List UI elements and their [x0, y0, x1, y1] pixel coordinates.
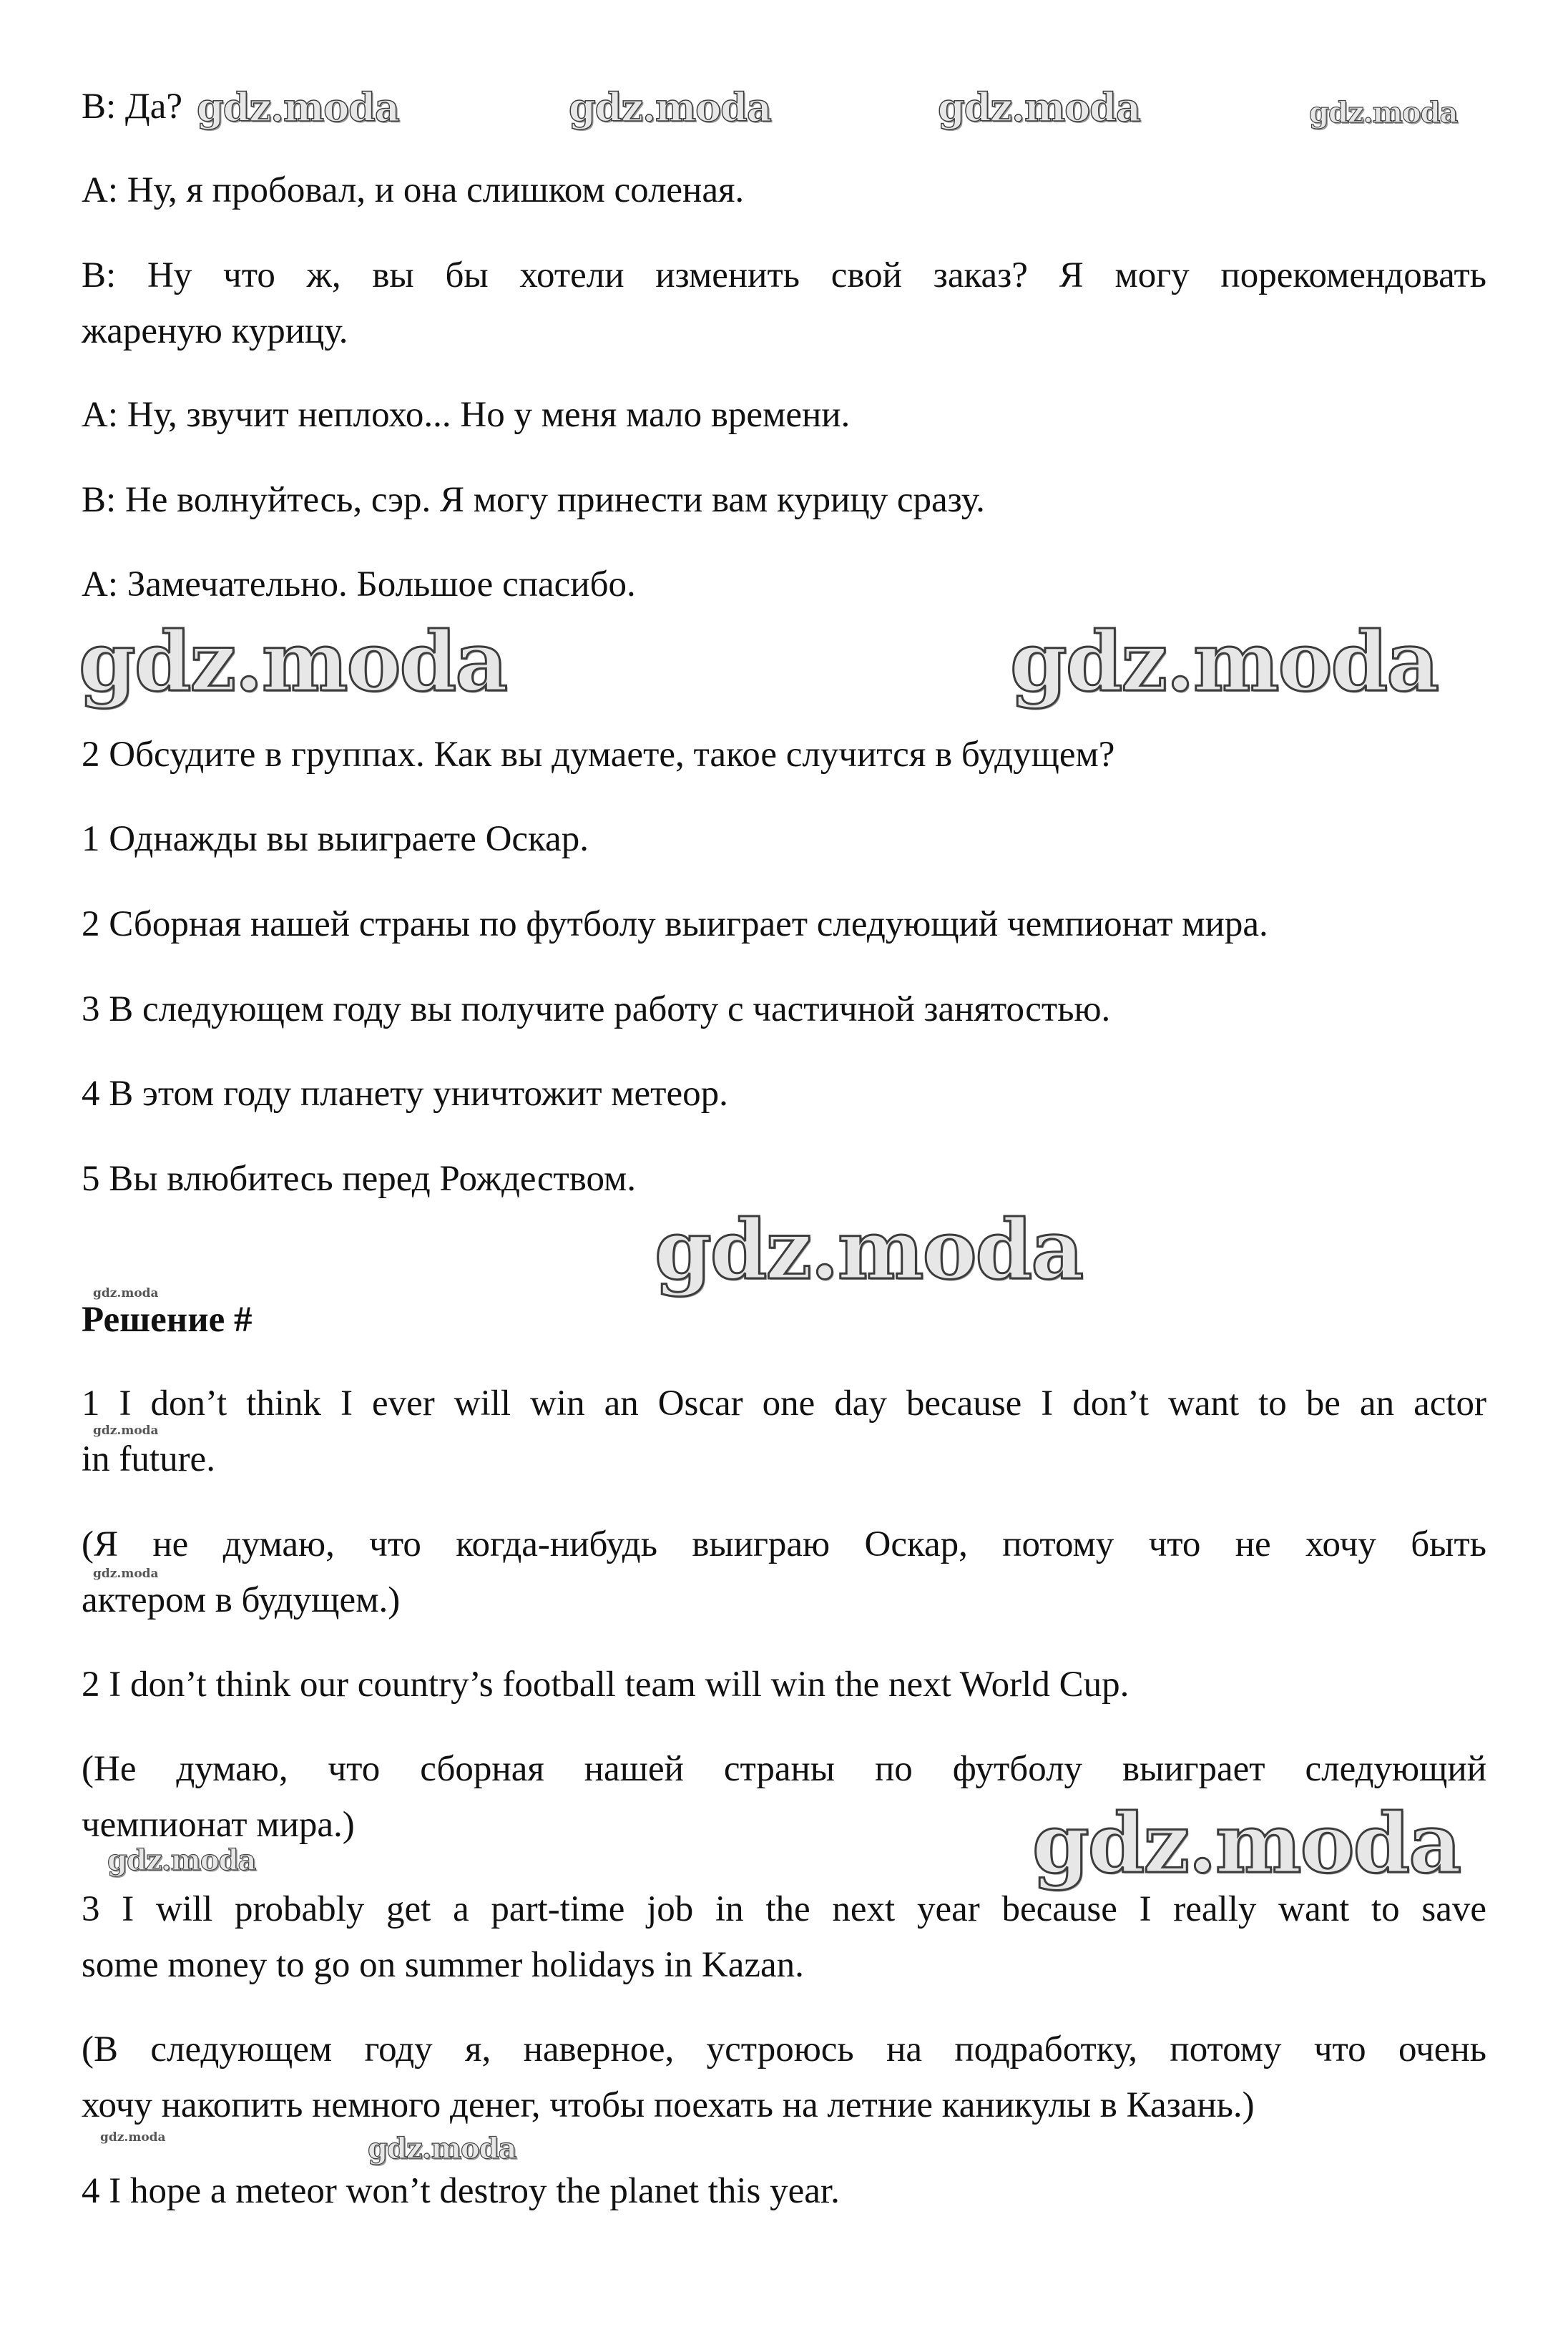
watermark: gdz.moda — [655, 1202, 1083, 1298]
answer-1-translation-line-2: актером в будущем.) — [82, 1580, 401, 1620]
solution-heading: Решение # — [82, 1300, 253, 1340]
answer-1-line-2: in future. — [82, 1439, 215, 1479]
task-item-4: 4 В этом году планету уничтожит метеор. — [82, 1074, 728, 1114]
watermark: gdz.moda — [100, 2130, 166, 2145]
task-item-2: 2 Сборная нашей страны по футболу выиграет следующий чемпионат мира. — [82, 904, 1268, 944]
watermark: gdz.moda — [368, 2132, 516, 2165]
answer-1-translation-line-1: (Я не думаю, что когда-нибудь выиграю Оскар, потому что не хочу быть — [82, 1524, 1486, 1564]
watermark: gdz.moda — [93, 1286, 159, 1300]
answer-4-line-1: 4 I hope a meteor won’t destroy the planet this year. — [82, 2171, 840, 2211]
answer-3-translation-line-1: (В следующем году я, наверное, устроюсь на подработку, потому что очень — [82, 2029, 1486, 2069]
answer-2-translation-line-2: чемпионат мира.) — [82, 1805, 355, 1845]
dialogue-line-a-time: A: Ну, звучит неплохо... Но у меня мало времени. — [82, 395, 851, 435]
answer-1-line-1: 1 I don’t think I ever will win an Oscar one day because I don’t want to be an actor — [82, 1383, 1486, 1424]
dialogue-line-b-yes: B: Да? — [82, 87, 182, 127]
watermark: gdz.moda — [93, 1567, 159, 1581]
task-heading: 2 Обсудите в группах. Как вы думаете, такое случится в будущем? — [82, 735, 1115, 775]
answer-3-translation-line-2: хочу накопить немного денег, чтобы поехать на летние каникулы в Казань.) — [82, 2085, 1255, 2125]
task-item-5: 5 Вы влюбитесь перед Рождеством. — [82, 1159, 637, 1199]
watermark: gdz.moda — [569, 84, 771, 130]
watermark: gdz.moda — [197, 84, 399, 130]
dialogue-line-a-thanks: A: Замечательно. Большое спасибо. — [82, 564, 636, 604]
watermark: gdz.moda — [93, 1424, 159, 1438]
watermark: gdz.moda — [1309, 96, 1458, 129]
watermark: gdz.moda — [1010, 614, 1439, 710]
task-item-3: 3 В следующем году вы получите работу с частичной занятостью. — [82, 989, 1111, 1029]
watermark: gdz.moda — [107, 1843, 256, 1877]
task-item-1: 1 Однажды вы выиграете Оскар. — [82, 819, 589, 859]
dialogue-line-b-change-order: B: Ну что ж, вы бы хотели изменить свой заказ? Я могу порекомендовать — [82, 255, 1486, 295]
dialogue-line-b-chicken: жареную курицу. — [82, 311, 348, 351]
dialogue-line-a-salty: A: Ну, я пробовал, и она слишком соленая. — [82, 170, 745, 210]
watermark: gdz.moda — [79, 614, 507, 710]
dialogue-line-b-bring: B: Не волнуйтесь, сэр. Я могу принести вам курицу сразу. — [82, 480, 985, 520]
answer-3-line-2: some money to go on summer holidays in Kazan. — [82, 1945, 804, 1985]
answer-2-translation-line-1: (Не думаю, что сборная нашей страны по футболу выиграет следующий — [82, 1749, 1486, 1789]
watermark: gdz.moda — [938, 84, 1140, 130]
answer-3-line-1: 3 I will probably get a part-time job in the next year because I really want to save — [82, 1889, 1486, 1929]
answer-2-line-1: 2 I don’t think our country’s football team will win the next World Cup. — [82, 1665, 1130, 1705]
watermark: gdz.moda — [1032, 1795, 1461, 1891]
